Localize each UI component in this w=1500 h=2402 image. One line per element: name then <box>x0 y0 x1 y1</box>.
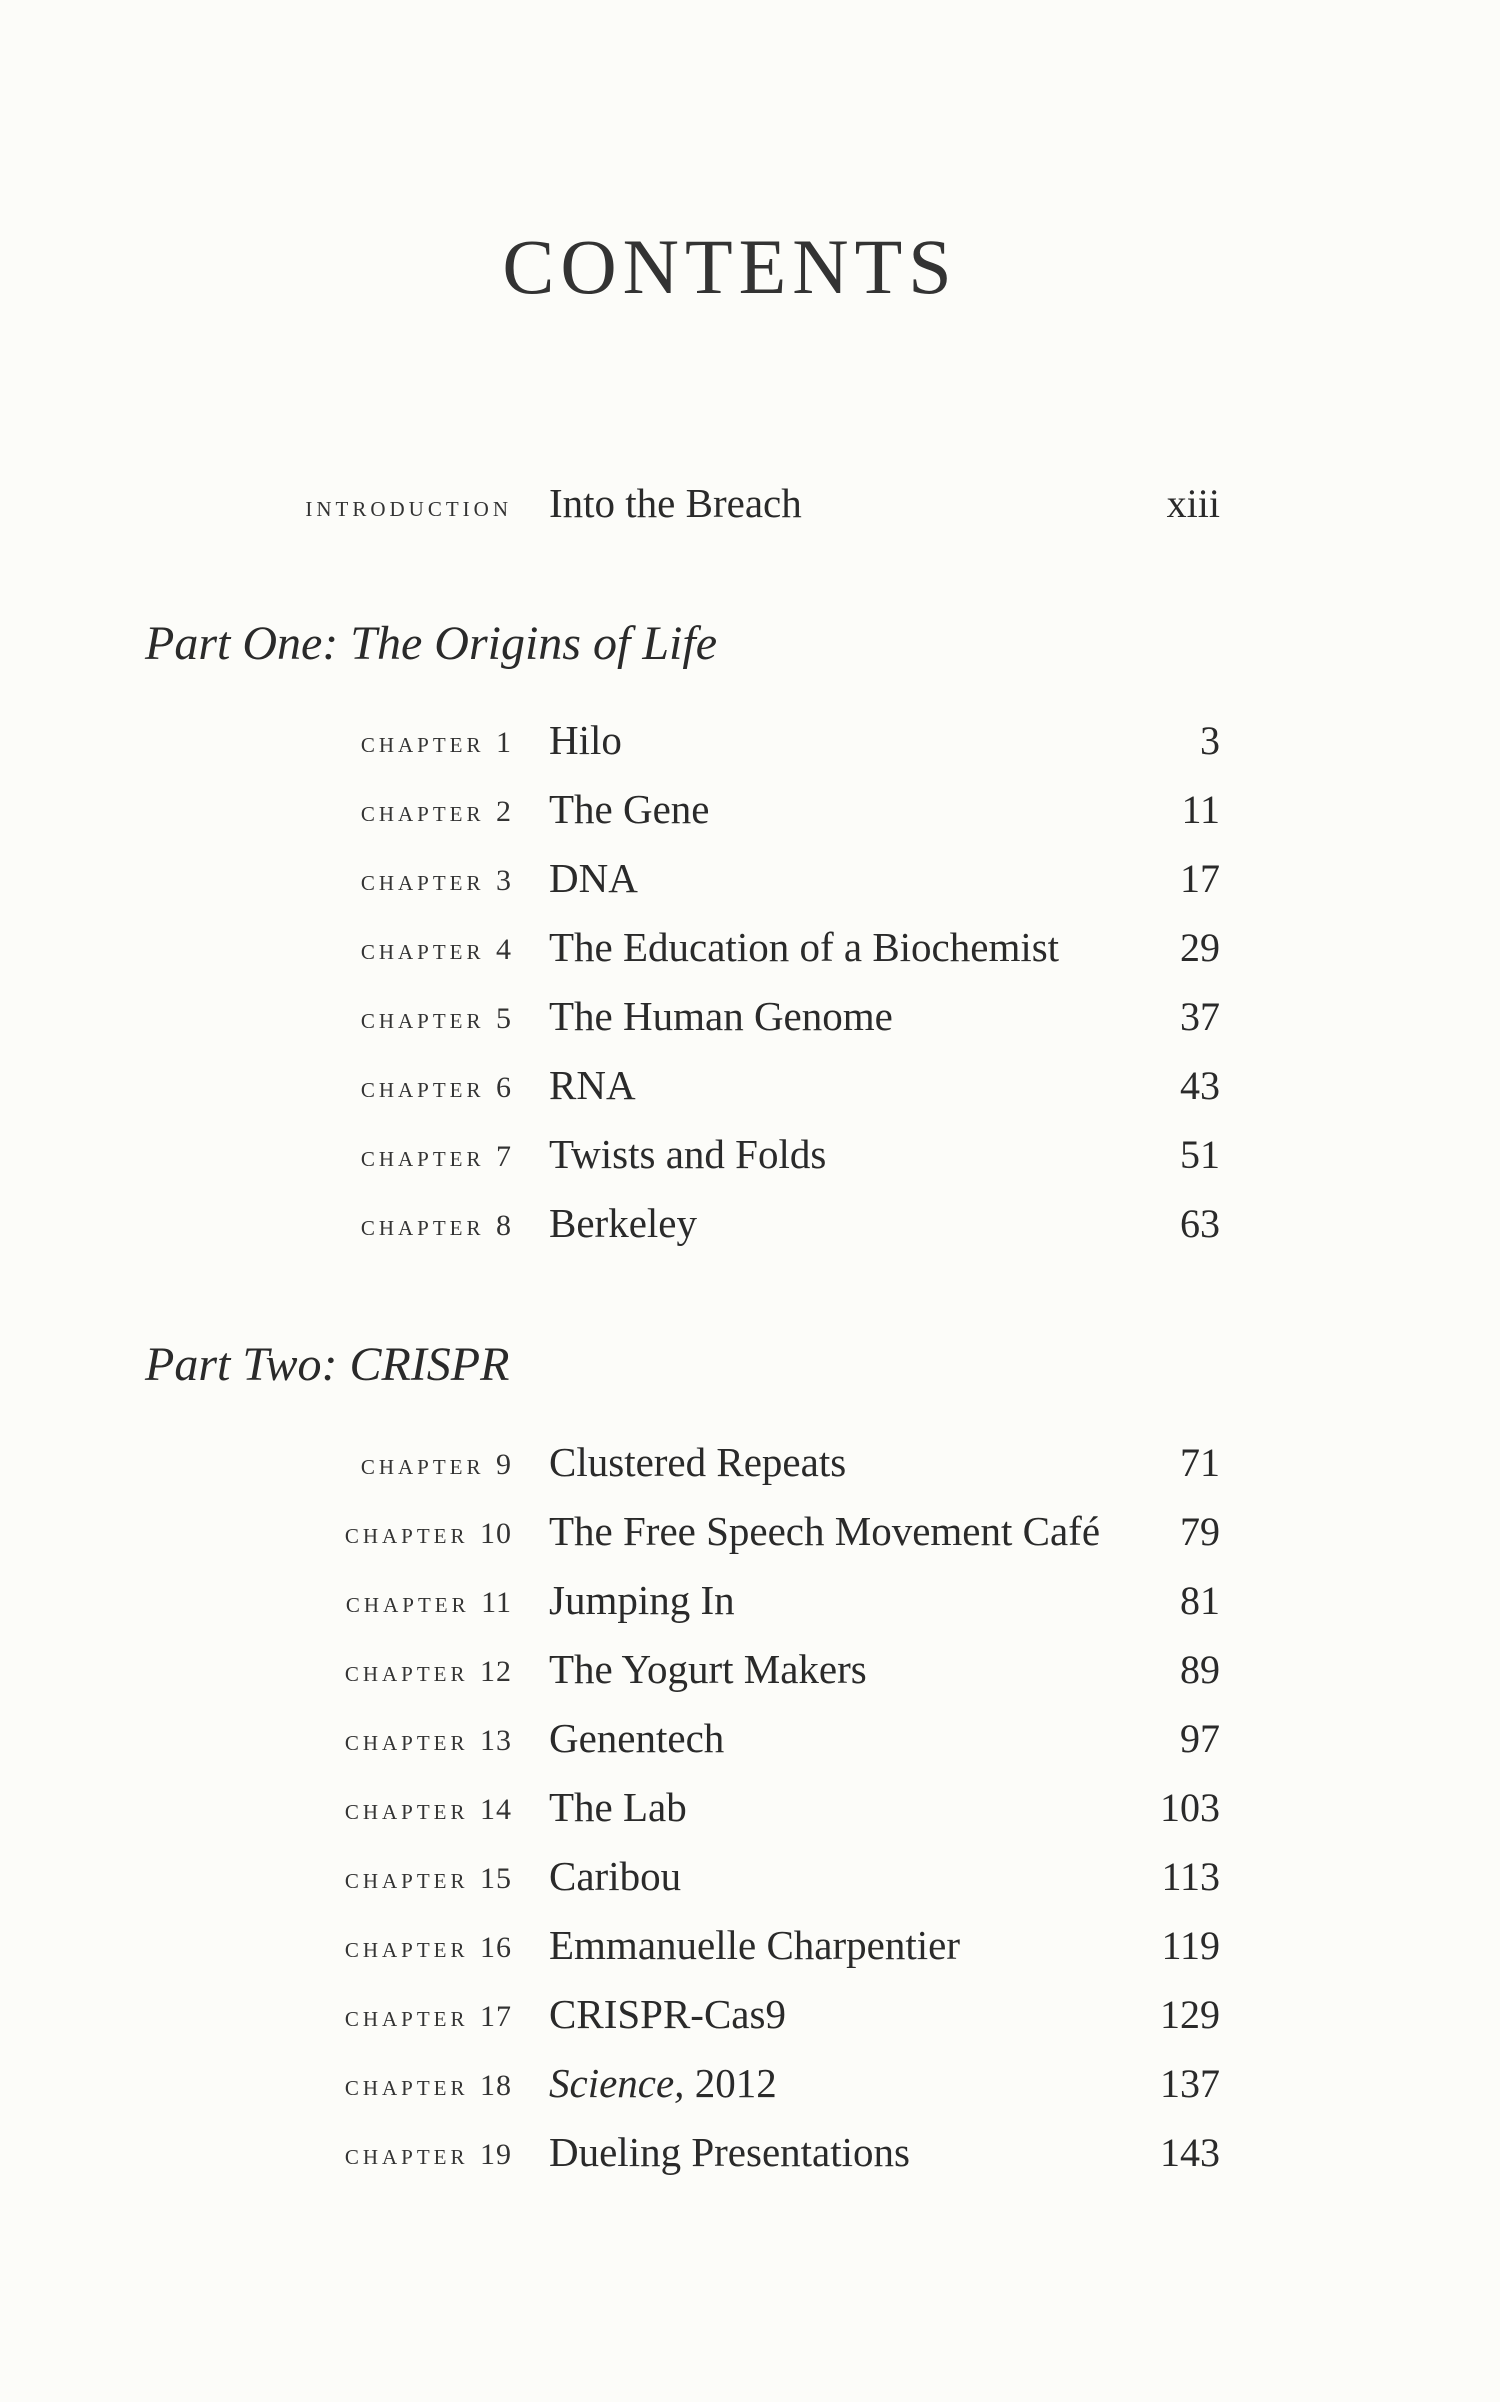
entry-page-number: 71 <box>1180 1440 1220 1485</box>
entry-title: The Lab <box>549 1784 687 1830</box>
entry-label: chapter 9 <box>360 1448 512 1481</box>
entry-page-number: 89 <box>1180 1647 1220 1692</box>
entry-title: The Human Genome <box>549 993 893 1039</box>
entry-title: The Gene <box>549 786 710 832</box>
entry-page-number: 97 <box>1180 1716 1220 1761</box>
entry-label: chapter 2 <box>360 795 512 828</box>
entry-title: RNA <box>549 1062 636 1108</box>
entry-page-number: 143 <box>1160 2130 1220 2175</box>
entry-title: Genentech <box>549 1715 725 1761</box>
entry-page-number: 51 <box>1180 1132 1220 1177</box>
entry-page-number: 37 <box>1180 994 1220 1039</box>
entry-label: chapter 3 <box>360 864 512 897</box>
entry-label: chapter 5 <box>360 1002 512 1035</box>
entry-title: DNA <box>549 855 638 901</box>
entry-title: Twists and Folds <box>549 1131 827 1177</box>
entry-label: chapter 8 <box>360 1209 512 1242</box>
entry-label: introduction <box>305 490 512 523</box>
entry-title <box>549 2060 777 2106</box>
entry-page-number: 81 <box>1180 1578 1220 1623</box>
entry-title-rest: 2012 <box>684 2060 777 2106</box>
entry-title: Dueling Presentations <box>549 2129 910 2175</box>
entry-title-italic: Science, <box>549 2060 685 2106</box>
entry-title: Jumping In <box>549 1577 735 1623</box>
entry-label: chapter 14 <box>344 1793 512 1826</box>
entry-title: CRISPR-Cas9 <box>549 1991 786 2037</box>
entry-label: chapter 19 <box>344 2138 512 2171</box>
entry-label: chapter 16 <box>344 1931 512 1964</box>
entry-page-number: 113 <box>1161 1854 1220 1899</box>
entry-label: chapter 12 <box>344 1655 512 1688</box>
entry-label: chapter 11 <box>345 1586 512 1619</box>
entry-label: chapter 6 <box>360 1071 512 1104</box>
entry-title: Emmanuelle Charpentier <box>549 1922 960 1968</box>
entry-title: The Free Speech Movement Café <box>549 1508 1101 1554</box>
entry-page-number: xiii <box>1166 481 1220 526</box>
entry-page-number: 11 <box>1181 787 1220 832</box>
entry-page-number: 103 <box>1160 1785 1220 1830</box>
entry-title: The Yogurt Makers <box>549 1646 867 1692</box>
entry-title: Caribou <box>549 1853 682 1899</box>
entry-title: Clustered Repeats <box>549 1439 847 1485</box>
entry-label: chapter 18 <box>344 2069 512 2102</box>
entry-page-number: 43 <box>1180 1063 1220 1108</box>
entry-page-number: 79 <box>1180 1509 1220 1554</box>
entry-label: chapter 17 <box>344 2000 512 2033</box>
entry-label: chapter 15 <box>344 1862 512 1895</box>
entry-page-number: 119 <box>1161 1923 1220 1968</box>
part-two-title: Part Two: CRISPR <box>145 1338 510 1391</box>
entry-page-number: 29 <box>1180 925 1220 970</box>
entry-title: Into the Breach <box>549 480 802 526</box>
entry-title: Berkeley <box>549 1200 697 1246</box>
part-one-title: Part One: The Origins of Life <box>145 617 717 670</box>
entry-label: chapter 1 <box>360 726 512 759</box>
entry-page-number: 137 <box>1160 2061 1220 2106</box>
entry-title: The Education of a Biochemist <box>549 924 1060 970</box>
entry-page-number: 129 <box>1160 1992 1220 2037</box>
entry-label: chapter 4 <box>360 933 512 966</box>
entry-page-number: 3 <box>1200 718 1220 763</box>
entry-label: chapter 7 <box>360 1140 512 1173</box>
entry-label: chapter 13 <box>344 1724 512 1757</box>
entry-page-number: 17 <box>1180 856 1220 901</box>
entry-title: Hilo <box>549 717 622 763</box>
entry-page-number: 63 <box>1180 1201 1220 1246</box>
page-title: CONTENTS <box>502 223 958 310</box>
entry-label: chapter 10 <box>344 1517 512 1550</box>
